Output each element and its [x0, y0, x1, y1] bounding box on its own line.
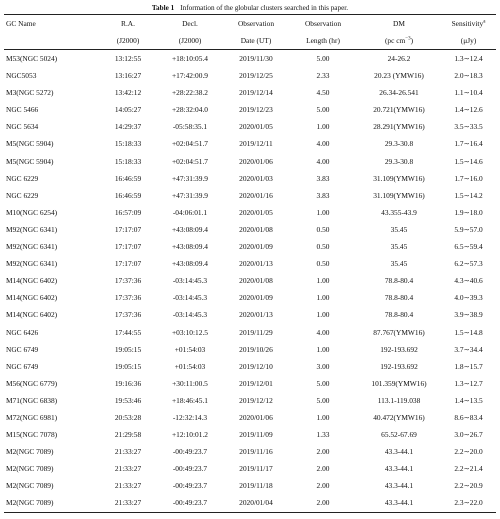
table-row: [4, 153, 496, 170]
cell-gc-name: NGC 6229: [6, 173, 39, 183]
cell-decl: +18:10:05.4: [172, 54, 208, 63]
cell-ra: 19:16:36: [114, 378, 142, 388]
cell-dm: 28.291(YMW16): [373, 122, 425, 132]
cell-dm: 20.721(YMW16): [373, 105, 425, 115]
cell-obs-date: 2019/12/25: [239, 71, 273, 81]
table-row: [4, 392, 496, 409]
cell-gc-name: M92(NGC 6341): [6, 242, 58, 252]
cell-dm: 87.767(YMW16): [373, 327, 425, 337]
cell-ra: 17:44:55: [114, 327, 142, 337]
cell-decl: +12:10:01.2: [172, 430, 208, 440]
cell-dm: 40.472(YMW16): [373, 412, 425, 422]
cell-obs-length: 4.00: [316, 139, 330, 149]
cell-decl: +17:42:00.9: [172, 71, 208, 81]
cell-sensitivity: 1.7∼16.0: [454, 173, 483, 183]
header-gc-name-sub: [4, 32, 99, 50]
header-obs-date: Observation: [223, 15, 289, 33]
table-row: [4, 375, 496, 392]
cell-obs-date: 2019/11/30: [239, 54, 273, 63]
cell-ra: 17:37:36: [114, 276, 142, 286]
table-row: [4, 170, 496, 187]
cell-obs-length: 0.50: [316, 242, 330, 252]
cell-dm: 29.3-30.8: [384, 139, 414, 149]
cell-decl: +47:31:39.9: [172, 173, 208, 183]
cell-ra: 21:33:27: [114, 464, 142, 474]
cell-ra: 16:57:09: [114, 207, 142, 217]
cell-dm: 78.8-80.4: [384, 276, 414, 286]
table-row: [4, 50, 496, 68]
cell-gc-name: M3(NGC 5272): [6, 88, 54, 98]
cell-gc-name: M2(NGC 7089): [6, 464, 54, 474]
cell-obs-length: 1.00: [316, 344, 330, 354]
cell-obs-length: 4.00: [316, 156, 330, 166]
cell-dm: 35.45: [390, 242, 408, 252]
cell-sensitivity: 6.2∼57.3: [454, 259, 483, 269]
cell-dm: 43.3-44.1: [384, 447, 414, 457]
cell-sensitivity: 1.3∼12.7: [454, 378, 483, 388]
header-ra: R.A.: [99, 15, 157, 33]
cell-obs-length: 2.00: [316, 447, 330, 457]
cell-obs-length: 5.00: [316, 378, 330, 388]
table-row: [4, 324, 496, 341]
table-row: [4, 238, 496, 255]
table-row: [4, 341, 496, 358]
cell-decl: -03:14:45.3: [172, 310, 208, 320]
table-row: [4, 84, 496, 101]
cell-ra: 19:05:15: [114, 361, 142, 371]
cell-obs-date: 2020/01/06: [239, 156, 273, 166]
cell-ra: 17:17:07: [114, 224, 142, 234]
cell-dm: 192-193.692: [380, 361, 418, 371]
cell-gc-name: NGC 6749: [6, 344, 39, 354]
dm-unit-exponent: −3: [405, 36, 411, 42]
cell-obs-date: 2020/01/06: [239, 412, 273, 422]
table-row: [4, 67, 496, 84]
cell-decl: +43:08:09.4: [172, 242, 208, 252]
cell-decl: -00:49:23.7: [157, 494, 223, 512]
cell-decl: -12:32:14.3: [172, 412, 208, 422]
header-obs-date-unit: Date (UT): [223, 32, 289, 50]
cell-ra: 17:37:36: [114, 310, 142, 320]
cell-sensitivity: 2.0∼18.3: [454, 71, 483, 81]
cell-dm: 35.45: [390, 259, 408, 269]
cell-sensitivity: 1.4∼12.6: [454, 105, 483, 115]
cell-decl: +47:31:39.9: [172, 190, 208, 200]
cell-obs-length: 5.00: [316, 395, 330, 405]
cell-obs-date: 2020/01/09: [239, 293, 273, 303]
cell-obs-length: 2.00: [289, 494, 357, 512]
header-ra-unit: (J2000): [99, 32, 157, 50]
cell-sensitivity: 2.2∼20.0: [454, 447, 483, 457]
cell-sensitivity: 6.5∼59.4: [454, 242, 483, 252]
cell-decl: +01:54:03: [174, 344, 206, 354]
cell-decl: +28:32:04.0: [172, 105, 208, 115]
cell-obs-length: 5.00: [316, 105, 330, 115]
cell-ra: 16:46:59: [114, 173, 142, 183]
cell-obs-length: 2.00: [316, 464, 330, 474]
cell-obs-date: 2020/01/05: [239, 207, 273, 217]
sensitivity-footnote-mark: a: [483, 19, 486, 25]
cell-decl: +18:46:45.1: [172, 395, 208, 405]
cell-gc-name: NGC 5466: [6, 105, 39, 115]
cell-sensitivity: 3.9∼38.9: [454, 310, 483, 320]
cell-obs-length: 0.50: [316, 224, 330, 234]
cell-obs-date: 2019/12/23: [239, 105, 273, 115]
cell-obs-date: 2019/12/10: [239, 361, 273, 371]
cell-obs-date: 2019/11/18: [239, 481, 273, 491]
cell-decl: +01:54:03: [174, 361, 206, 371]
cell-ra: 16:46:59: [114, 190, 142, 200]
cell-decl: +28:22:38.2: [172, 88, 208, 98]
cell-gc-name: M15(NGC 7078): [6, 430, 58, 440]
cell-gc-name: M14(NGC 6402): [6, 276, 58, 286]
cell-obs-date: 2019/11/16: [239, 447, 273, 457]
table-row: [4, 221, 496, 238]
cell-obs-date: 2019/12/11: [239, 139, 273, 149]
cell-obs-date: 2019/10/26: [239, 344, 273, 354]
cell-sensitivity: 5.9∼57.0: [454, 224, 483, 234]
cell-gc-name: M71(NGC 6838): [6, 395, 58, 405]
cell-obs-date: 2019/11/09: [239, 430, 273, 440]
cell-dm: 20.23 (YMW16): [374, 71, 424, 81]
cell-decl: -03:14:45.3: [172, 276, 208, 286]
cell-obs-length: 1.00: [316, 276, 330, 286]
cell-obs-length: 3.83: [316, 173, 330, 183]
cell-decl: -00:49:23.7: [172, 447, 208, 457]
cell-obs-length: 2.33: [316, 71, 330, 81]
cell-obs-length: 1.00: [316, 207, 330, 217]
cell-obs-date: 2019/12/14: [239, 88, 273, 98]
cell-gc-name: M14(NGC 6402): [6, 293, 58, 303]
cell-ra: 17:17:07: [114, 259, 142, 269]
cell-dm: 78.8-80.4: [384, 310, 414, 320]
cell-obs-length: 5.00: [316, 54, 330, 63]
cell-gc-name: M72(NGC 6981): [6, 412, 58, 422]
cell-dm: 113.1-119.038: [377, 395, 421, 405]
cell-gc-name: M53(NGC 5024): [6, 54, 58, 63]
cell-obs-date: 2020/01/08: [239, 224, 273, 234]
cell-decl: +03:10:12.5: [172, 327, 208, 337]
cell-obs-date: 2019/11/17: [239, 464, 273, 474]
table-row: [4, 358, 496, 375]
header-decl: Decl.: [157, 15, 223, 33]
table-label: Table 1: [151, 4, 175, 12]
cell-sensitivity: 2.2∼21.4: [454, 464, 483, 474]
table-row: [4, 306, 496, 323]
cell-dm: 65.52-67.69: [381, 430, 417, 440]
cell-sensitivity: 2.3∼22.0: [441, 494, 496, 512]
cell-decl: +43:08:09.4: [172, 224, 208, 234]
cell-dm: 78.8-80.4: [384, 293, 414, 303]
cell-obs-date: 2020/01/04: [223, 494, 289, 512]
cell-obs-length: 1.33: [316, 430, 330, 440]
table-row: [4, 204, 496, 221]
cell-sensitivity: 3.7∼34.4: [454, 344, 483, 354]
table-row: [4, 477, 496, 494]
cell-obs-length: 0.50: [316, 259, 330, 269]
cell-decl: -00:49:23.7: [172, 464, 208, 474]
cell-ra: 21:33:27: [114, 481, 142, 491]
cell-gc-name: NGC 6426: [6, 327, 39, 337]
cell-gc-name: NGC 6749: [6, 361, 39, 371]
cell-ra: 19:05:15: [114, 344, 142, 354]
cell-gc-name: M10(NGC 6254): [6, 207, 58, 217]
header-row-1: [4, 15, 496, 33]
cell-sensitivity: 2.2∼20.9: [454, 481, 483, 491]
table-row: [4, 494, 496, 512]
cell-sensitivity: 3.0∼26.7: [454, 430, 483, 440]
cell-obs-length: 4.50: [316, 88, 330, 98]
cell-ra: 13:42:12: [114, 88, 142, 98]
cell-decl: +02:04:51.7: [172, 156, 208, 166]
cell-ra: 13:16:27: [114, 71, 142, 81]
cell-sensitivity: 1.4∼13.5: [454, 395, 483, 405]
cell-sensitivity: 1.8∼15.7: [454, 361, 483, 371]
cell-dm: 192-193.692: [380, 344, 418, 354]
cell-ra: 17:37:36: [114, 293, 142, 303]
cell-obs-length: 3.83: [316, 190, 330, 200]
header-sensitivity: [441, 15, 496, 33]
table-row: [4, 187, 496, 204]
cell-dm: 43.3-44.1: [384, 464, 414, 474]
cell-obs-date: 2020/01/13: [239, 259, 273, 269]
cell-obs-date: 2020/01/03: [239, 173, 273, 183]
dm-unit-close: ): [410, 36, 414, 45]
cell-ra: 15:18:33: [114, 156, 142, 166]
header-sensitivity-label: Sensitivity: [451, 19, 484, 28]
cell-dm: 43.3-44.1: [357, 494, 441, 512]
cell-gc-name: M56(NGC 6779): [6, 378, 58, 388]
cell-obs-date: 2019/11/29: [239, 327, 273, 337]
cell-dm: 31.109(YMW16): [373, 190, 425, 200]
table-row: [4, 135, 496, 152]
header-dm-unit: [357, 32, 441, 50]
table-row: [4, 409, 496, 426]
cell-decl: -04:06:01.1: [172, 207, 208, 217]
header-sensitivity-unit: (μJy): [441, 32, 496, 50]
cell-sensitivity: 1.5∼14.2: [454, 190, 483, 200]
cell-obs-length: 1.00: [316, 310, 330, 320]
table-row: [4, 460, 496, 477]
cell-sensitivity: 1.5∼14.6: [454, 156, 483, 166]
cell-sensitivity: 1.7∼16.4: [454, 139, 483, 149]
cell-sensitivity: 1.3∼12.4: [454, 54, 483, 63]
cell-gc-name: M2(NGC 7089): [6, 447, 54, 457]
header-obs-length: Observation: [289, 15, 357, 33]
table-caption: [4, 2, 496, 14]
cell-dm: 24-26.2: [387, 54, 411, 63]
cell-gc-name: NGC 5634: [6, 122, 39, 132]
header-gc-name: GC Name: [4, 15, 99, 33]
cell-obs-date: 2019/12/12: [239, 395, 273, 405]
cell-obs-length: 2.00: [316, 481, 330, 491]
table-row: [4, 101, 496, 118]
cell-gc-name: M5(NGC 5904): [6, 139, 54, 149]
cell-ra: 21:29:58: [114, 430, 142, 440]
table-row: [4, 118, 496, 135]
header-dm: DM: [357, 15, 441, 33]
cell-obs-length: 4.00: [316, 327, 330, 337]
cell-obs-length: 1.00: [316, 293, 330, 303]
cell-dm: 31.109(YMW16): [373, 173, 425, 183]
cell-decl: +30:11:00.5: [172, 378, 208, 388]
dm-unit-text: (pc cm: [384, 36, 406, 45]
cell-obs-date: 2020/01/05: [239, 122, 273, 132]
cell-ra: 19:53:46: [114, 395, 142, 405]
cell-dm: 35.45: [390, 224, 408, 234]
cell-dm: 29.3-30.8: [384, 156, 414, 166]
cell-sensitivity: 1.5∼14.8: [454, 327, 483, 337]
cell-gc-name: M92(NGC 6341): [6, 224, 58, 234]
cell-gc-name: NGC 6229: [6, 190, 39, 200]
table-row: [4, 426, 496, 443]
table-body: [4, 50, 496, 513]
cell-decl: +43:08:09.4: [172, 259, 208, 269]
header-obs-length-unit: Length (hr): [289, 32, 357, 50]
header-decl-unit: (J2000): [157, 32, 223, 50]
cell-sensitivity: 3.5∼33.5: [454, 122, 483, 132]
header-row-2: [4, 32, 496, 50]
cell-ra: 21:33:27: [99, 494, 157, 512]
cell-gc-name: M2(NGC 7089): [4, 494, 99, 512]
table-row: [4, 272, 496, 289]
cell-sensitivity: 4.3∼40.6: [454, 276, 483, 286]
cell-gc-name: M2(NGC 7089): [6, 481, 54, 491]
cell-gc-name: M92(NGC 6341): [6, 259, 58, 269]
cell-obs-date: 2019/12/01: [239, 378, 273, 388]
table-row: [4, 443, 496, 460]
cell-ra: 15:18:33: [114, 139, 142, 149]
cell-obs-date: 2020/01/08: [239, 276, 273, 286]
cell-obs-length: 1.00: [316, 412, 330, 422]
cell-sensitivity: 8.6∼83.4: [454, 412, 483, 422]
cell-dm: 43.355-43.9: [381, 207, 417, 217]
table-row: [4, 289, 496, 306]
cell-sensitivity: 1.9∼18.0: [454, 207, 483, 217]
table-header: [4, 15, 496, 50]
cell-ra: 13:12:55: [114, 54, 142, 63]
cell-ra: 17:17:07: [114, 242, 142, 252]
table-row: [4, 255, 496, 272]
cell-gc-name: NGC5053: [6, 71, 37, 81]
table-caption-text: Information of the globular clusters searched in this paper.: [180, 4, 349, 12]
cell-dm: 43.3-44.1: [384, 481, 414, 491]
cell-ra: 14:29:37: [114, 122, 142, 132]
cell-ra: 20:53:28: [114, 412, 142, 422]
cell-sensitivity: 1.1∼10.4: [454, 88, 483, 98]
cell-sensitivity: 4.0∼39.3: [454, 293, 483, 303]
cell-obs-date: 2020/01/13: [239, 310, 273, 320]
cell-ra: 14:05:27: [114, 105, 142, 115]
cell-ra: 21:33:27: [114, 447, 142, 457]
cell-decl: -05:58:35.1: [172, 122, 208, 132]
cell-obs-date: 2020/01/16: [239, 190, 273, 200]
cell-obs-length: 1.00: [316, 122, 330, 132]
cell-gc-name: M14(NGC 6402): [6, 310, 58, 320]
cell-obs-date: 2020/01/09: [239, 242, 273, 252]
cell-decl: -00:49:23.7: [172, 481, 208, 491]
globular-cluster-table: [4, 14, 496, 513]
cell-decl: +02:04:51.7: [172, 139, 208, 149]
cell-decl: -03:14:45.3: [172, 293, 208, 303]
cell-dm: 101.359(YMW16): [371, 378, 427, 388]
cell-obs-length: 3.00: [316, 361, 330, 371]
cell-gc-name: M5(NGC 5904): [6, 156, 54, 166]
cell-dm: 26.34-26.541: [379, 88, 419, 98]
